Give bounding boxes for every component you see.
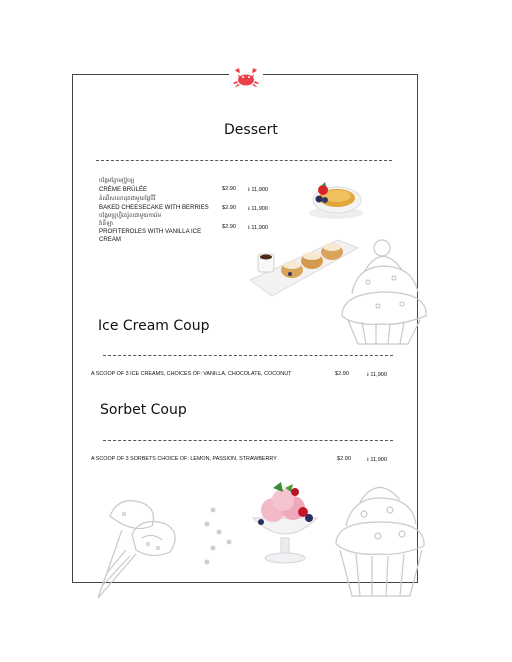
price-usd: $2.90	[222, 186, 236, 192]
ice-cream-cone-line-art	[92, 494, 188, 607]
menu-item-creme-brulee: បង្អែមក្រែមប៊្រូឡេ CRÈME BRÛLÉE	[99, 178, 148, 193]
decorative-dots	[203, 502, 243, 577]
cupcake-line-art	[338, 232, 430, 355]
menu-item-profiteroles: បង្អែមប្រូហ្វីតេរ៉ូលជាមួយការ៉េម វ៉ានីឡា PROFITEROLES WITH VANILLA ICE CREAM	[99, 213, 202, 243]
dessert-divider	[96, 160, 392, 161]
price-usd: $2.90	[335, 371, 349, 377]
sorbet-divider	[103, 440, 393, 441]
ice-cream-divider	[103, 355, 393, 356]
price-riel: ៛ 11,900	[367, 372, 388, 378]
creme-brulee-photo	[306, 178, 364, 225]
cupcake-line-art-bottom	[330, 474, 430, 605]
sorbet-coup-title: Sorbet Coup	[100, 402, 187, 418]
sorbet-cup-photo	[247, 478, 323, 573]
price-usd: $2.90	[337, 456, 351, 462]
price-usd: $2.90	[222, 224, 236, 230]
ice-cream-coup-title: Ice Cream Coup	[98, 318, 210, 334]
dessert-title: Dessert	[224, 122, 278, 138]
price-riel: ៛ 11,900	[248, 206, 269, 212]
price-riel: ៛ 11,900	[248, 225, 269, 231]
crab-logo-icon	[229, 64, 263, 90]
sorbet-coup-item: A SCOOP OF 3 SORBETS CHOICE OF: LEMON, PASSION, STRAWBERRY	[91, 456, 277, 462]
price-riel: ៛ 11,900	[248, 187, 269, 193]
ice-cream-coup-item: A SCOOP OF 3 ICE CREAMS, CHOICES OF: VANILLA, CHOCOLATE, COCONUT	[91, 371, 292, 377]
price-usd: $2.90	[222, 205, 236, 211]
menu-item-baked-cheesecake: នំឈីសខេកដុតជាមួយផ្លែបឺរី BAKED CHEESECAKE WITH BERRIES	[99, 196, 209, 211]
price-riel: ៛ 11,900	[367, 457, 388, 463]
